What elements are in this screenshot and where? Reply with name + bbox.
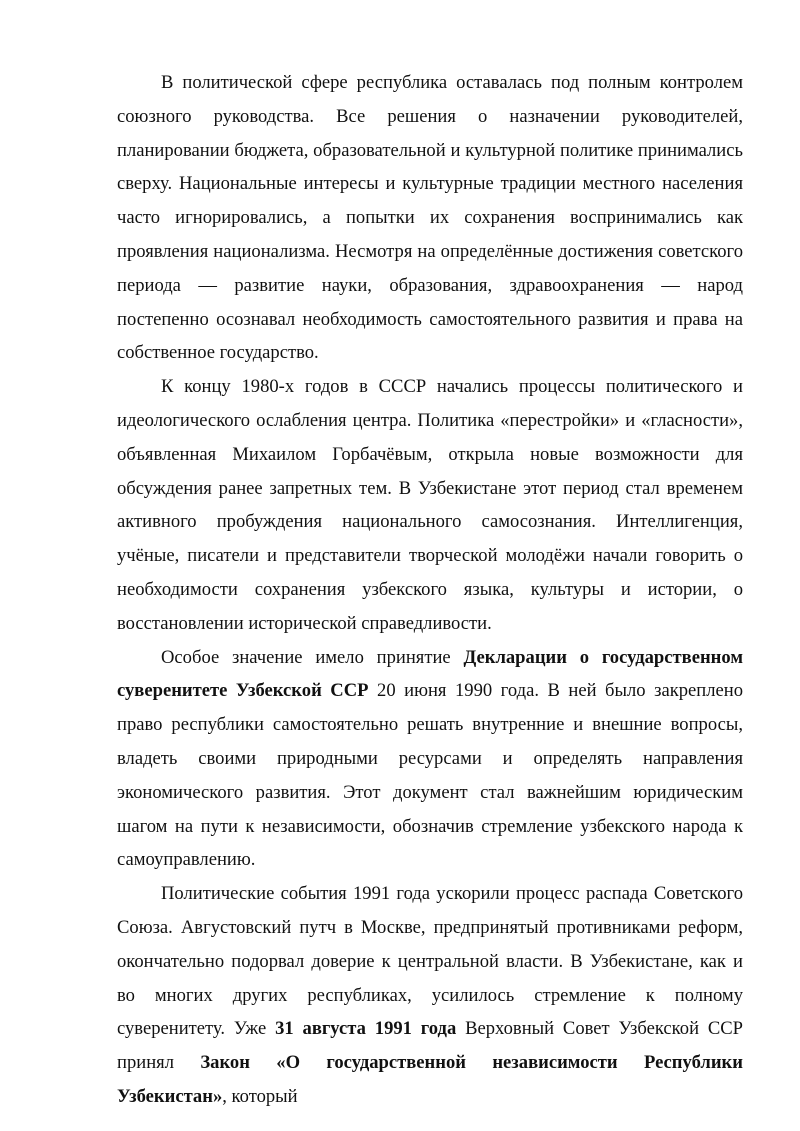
- paragraph-text: К концу 1980-х годов в СССР начались процессы политического и идеологического ослабления центра. Политика «перестройки» и «гласности», объявленная Михаилом Горбачёвым, открыла новые возможности для обсуждения ранее запретных тем. В Узбекистане этот период стал временем активного пробуждения национального самосознания. Интеллигенция, учёные, писатели и представители творческой молодёжи начали говорить о необходимости сохранения узбекского языка, культуры и истории, о восстановлении исторической справедливости.: [117, 376, 743, 634]
- paragraph-political-control: [117, 66, 743, 370]
- paragraph-text: , который: [222, 1085, 298, 1107]
- paragraph-independence-events: [117, 877, 743, 1114]
- independence-date: 31 августа 1991 года: [275, 1018, 457, 1040]
- document-page: [117, 66, 743, 1114]
- paragraph-text: Верховный Совет Узбекской ССР принял: [117, 1018, 744, 1074]
- paragraph-text: В политической сфере республика оставалась под полным контролем союзного руководства. Все решения о назначении руководителей, планировании бюджета, образовательной и культурной политике принимались сверху. Национальные интересы и культурные традиции местного населения часто игнорировались, а попытки их сохранения воспринимались как проявления национализма. Несмотря на определённые достижения советского периода — развитие науки, образования, здравоохранения — народ постепенно осознавал необходимость самостоятельного развития и права на собственное государство.: [117, 72, 743, 364]
- paragraph-sovereignty-declaration: [117, 641, 743, 878]
- paragraph-text: 20 июня 1990 года. В ней было закреплено право республики самостоятельно решать внутренние и внешние вопросы, владеть своими природными ресурсами и определять направления экономического развития. Этот документ стал важнейшим юридическим шагом на пути к независимости, обозначив стремление узбекского народа к самоуправлению.: [117, 680, 744, 871]
- paragraph-perestroika: [117, 370, 743, 640]
- paragraph-text: Особое значение имело принятие: [161, 646, 464, 668]
- paragraph-text: Политические события 1991 года ускорили процесс распада Советского Союза. Августовский путч в Москве, предпринятый противниками реформ, окончательно подорвал доверие к центральной власти. В Узбекистане, как и во многих других республиках, усилилось стремление к полному суверенитету. Уже: [117, 883, 743, 1040]
- declaration-title: Декларации о государственном суверенитете Узбекской ССР: [117, 646, 743, 702]
- independence-law-title: Закон «О государственной независимости Республики Узбекистан»: [117, 1052, 743, 1107]
